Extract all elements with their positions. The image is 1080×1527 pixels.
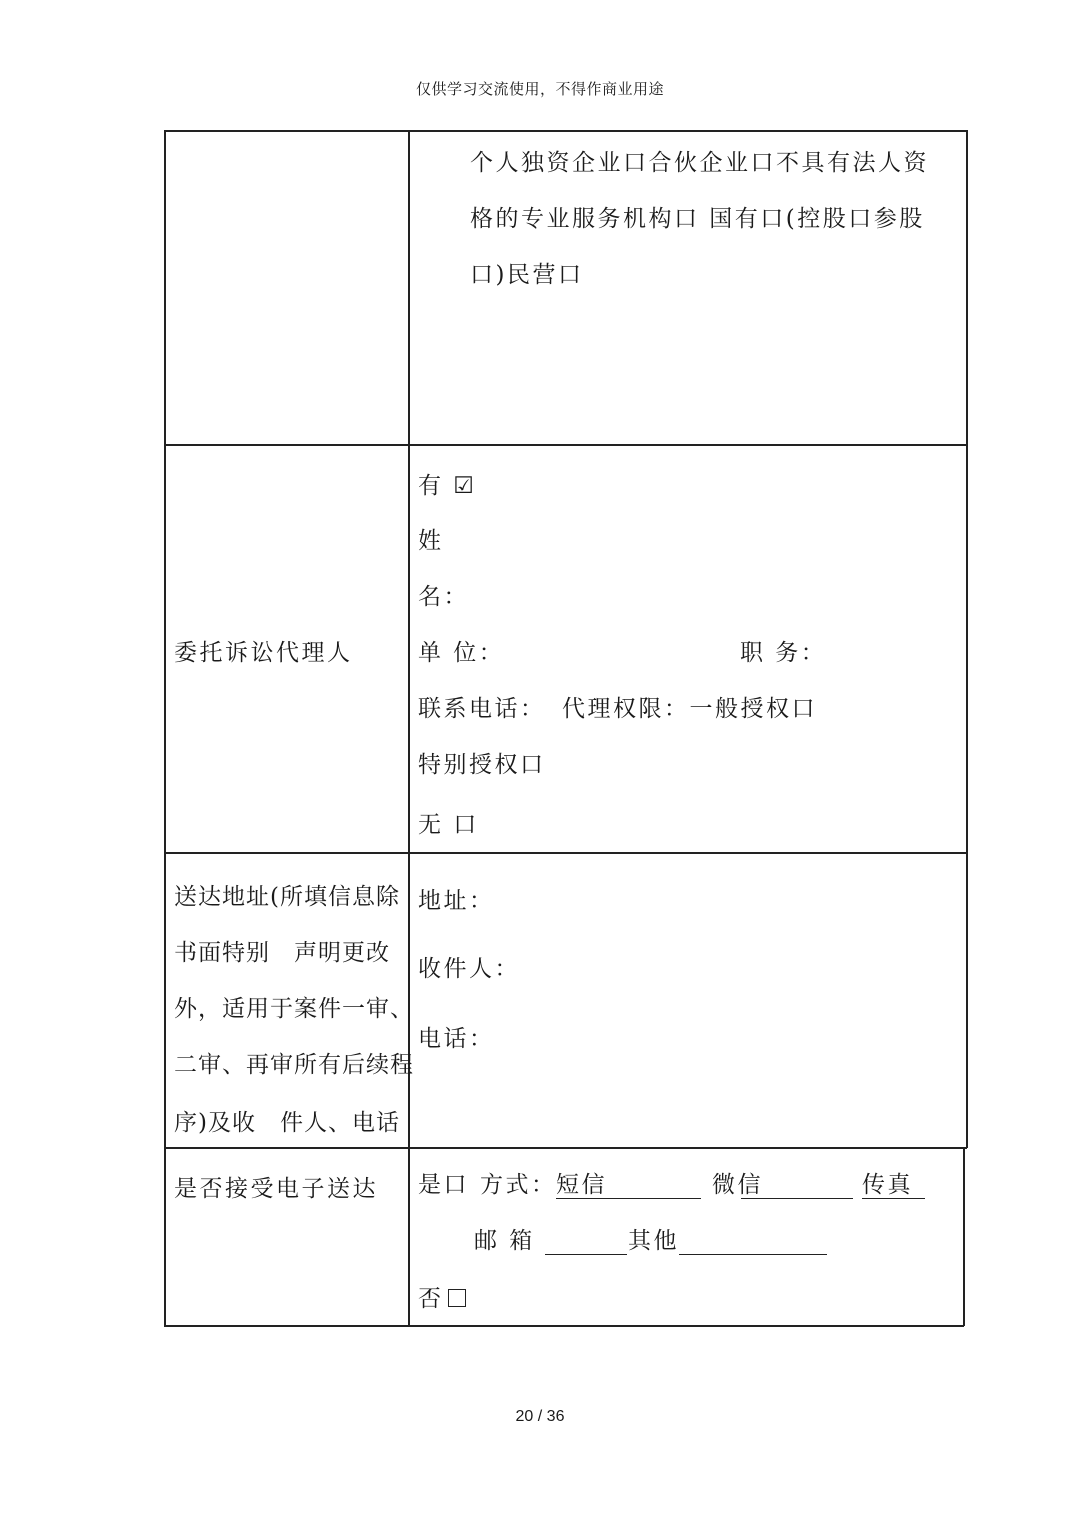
agent-unit: 单 位： [418,640,505,666]
agent-name-2: 名： [418,584,469,610]
email-label: 邮 箱 [474,1228,535,1254]
agent-has: 有 ☑ [418,473,477,499]
no-label: 否 [418,1286,444,1312]
sms-blank [607,1174,701,1199]
table-border-bottom [164,1325,964,1327]
agent-phone: 联系电话： [418,696,546,722]
agent-position: 职 务： [740,640,827,666]
agent-name-1: 姓 [418,528,444,554]
row-separator-3 [164,1147,967,1149]
service-address-label-4: 二审、再审所有后续程 [174,1052,414,1078]
enterprise-type-line-1: 个人独资企业口合伙企业口不具有法人资 [470,150,929,176]
service-phone-field: 电话： [418,1026,495,1052]
other-label: 其他 [628,1228,679,1254]
service-recipient-field: 收件人： [418,956,520,982]
page-number: 20 / 36 [515,1408,565,1425]
fax-label: 传真 [862,1172,913,1198]
e-service-fax [862,1166,925,1199]
other-blank [679,1230,827,1255]
agent-none: 无 口 [418,812,479,838]
e-service-yes: 是口 [418,1172,469,1198]
fax-blank [913,1174,925,1199]
row-separator-2 [164,852,967,854]
service-address-label-2: 书面特别 声明更改 [174,940,390,966]
table-border-right-upper [966,130,968,1148]
email-blank [545,1230,627,1255]
enterprise-type-line-3: 口)民营口 [470,262,584,288]
wechat-label: 微信 [712,1172,763,1198]
e-service-email [474,1222,627,1255]
row-separator-1 [164,444,967,446]
wechat-blank [741,1174,853,1199]
e-service-wechat [712,1166,853,1199]
table-border-top [164,130,967,132]
agent-special-authority: 特别授权口 [418,752,546,778]
header-note: 仅供学习交流使用，不得作商业用途 [415,80,664,98]
e-service-no [418,1280,466,1313]
agent-label: 委托诉讼代理人 [174,640,353,666]
service-address-label-1: 送达地址(所填信息除 [174,884,400,910]
service-address-label-5: 序)及收 件人、电话 [174,1110,400,1136]
e-service-label: 是否接受电子送达 [174,1176,378,1202]
sms-label: 短信 [556,1172,607,1198]
table-border-right-lower [963,1148,965,1326]
no-checkbox [448,1289,466,1307]
e-service-sms [556,1166,701,1199]
service-address-field: 地址： [418,888,495,914]
service-address-label-3: 外，适用于案件一审、 [174,996,414,1022]
agent-authority: 代理权限：一般授权口 [562,696,817,722]
e-service-method: 方式： [480,1172,557,1198]
enterprise-type-line-2: 格的专业服务机构口 国有口(控股口参股 [470,206,925,232]
e-service-other [628,1222,827,1255]
